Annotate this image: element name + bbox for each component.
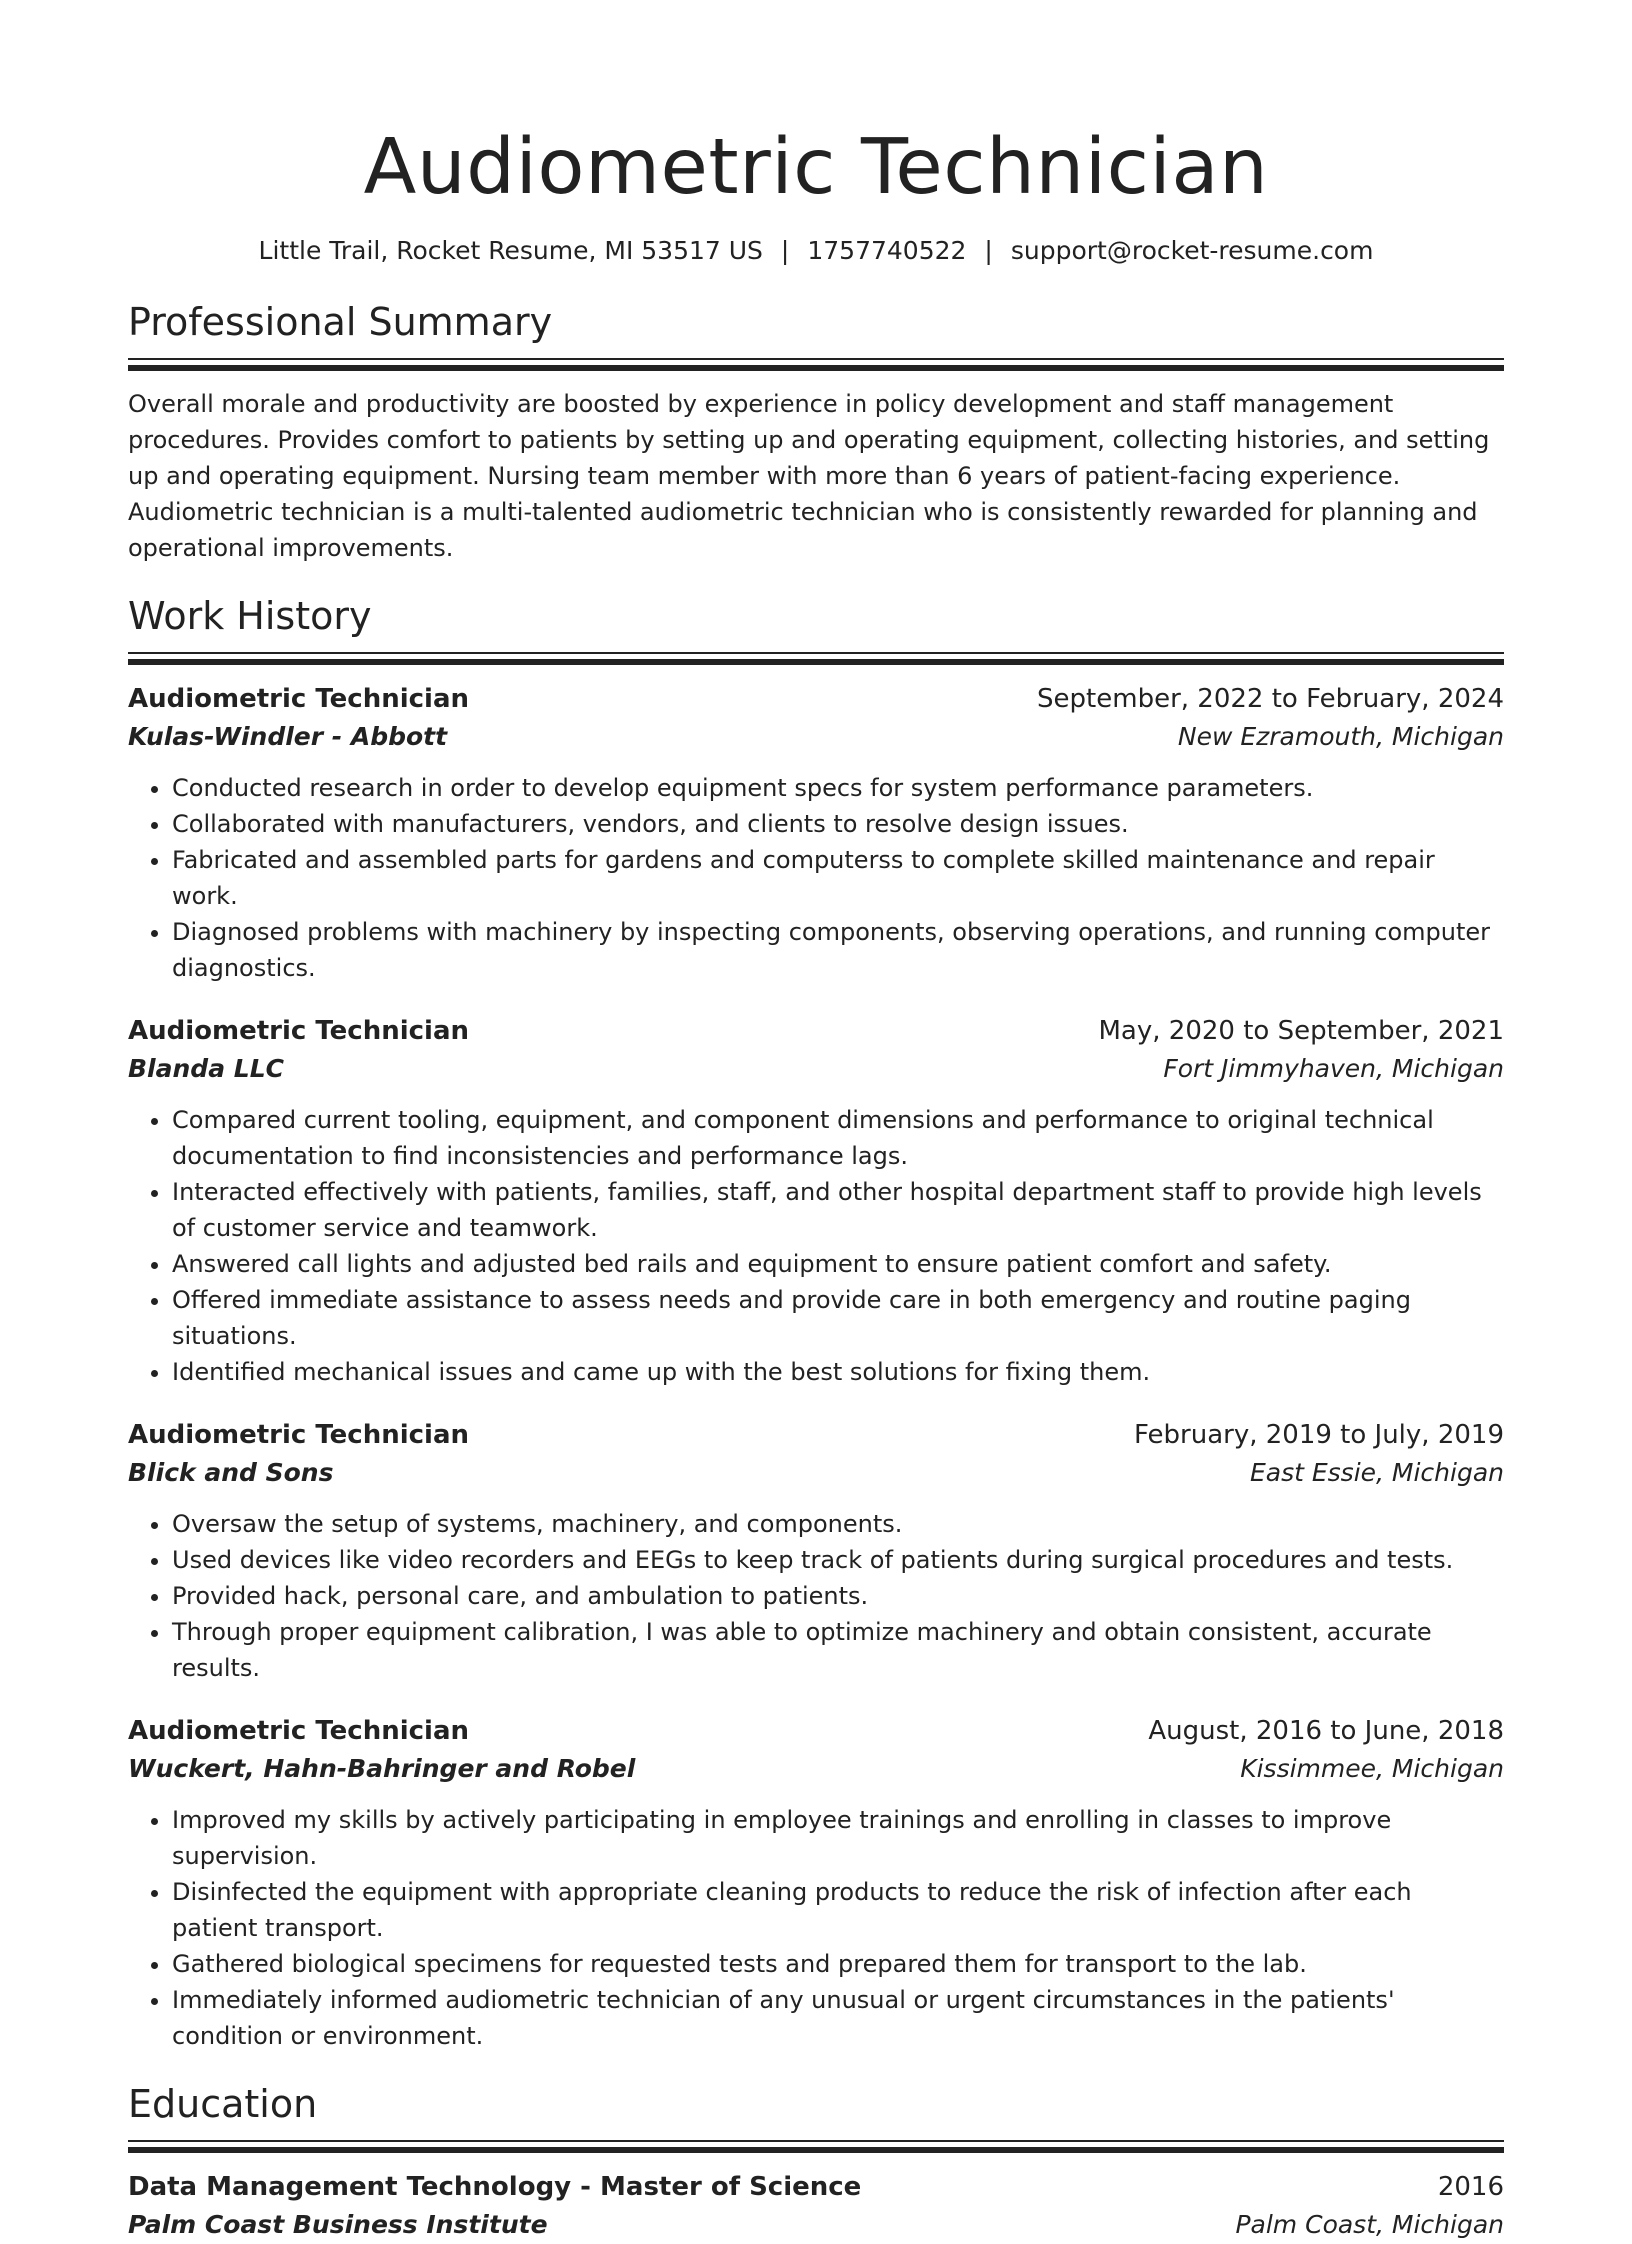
job-bullets <box>128 1506 1504 1686</box>
job-bullets <box>128 770 1504 986</box>
education-section <box>128 2078 1504 2244</box>
job-title: Audiometric Technician <box>128 1016 470 1046</box>
contact-phone: 1757740522 <box>807 236 967 265</box>
contact-email[interactable]: support@rocket-resume.com <box>1010 236 1374 265</box>
job-location: Fort Jimmyhaven, Michigan <box>1163 1054 1504 1083</box>
resume-name: Audiometric Technician <box>363 123 1269 212</box>
summary-text: Overall morale and productivity are boosted by experience in policy development and staff management procedures. Provides comfort to patients by setting up and operating equipment, collecting histories, and setting up and operating equipment. Nursing team member with more than 6 years of patient-facing experience. Audiometric technician is a multi-talented audiometric technician who is consistently rewarded for planning and operational improvements. <box>128 390 1490 562</box>
job-company: Wuckert, Hahn-Bahringer and Robel <box>128 1754 636 1783</box>
education-degree: Data Management Technology - Master of Science <box>128 2172 862 2202</box>
contact-line <box>128 234 1504 268</box>
work-history-section <box>128 590 1504 2054</box>
section-divider <box>128 358 1504 372</box>
job-entry <box>128 680 1504 986</box>
job-bullet: • Offered immediate assistance to assess needs and provide care in both emergency and routine paging situations. <box>172 1282 1504 1354</box>
job-bullet: • Diagnosed problems with machinery by inspecting components, observing operations, and running computer diagnostics. <box>172 914 1504 986</box>
job-bullet: • Interacted effectively with patients, families, staff, and other hospital department staff to provide high levels of customer service and teamwork. <box>172 1174 1504 1246</box>
job-bullet: • Used devices like video recorders and EEGs to keep track of patients during surgical procedures and tests. <box>172 1542 1504 1578</box>
job-bullets <box>128 1802 1504 2054</box>
contact-separator: | <box>780 236 790 265</box>
education-location: Palm Coast, Michigan <box>1235 2210 1504 2239</box>
contact-address: Little Trail, Rocket Resume, MI 53517 US <box>258 236 763 265</box>
section-title-work-history: Work History <box>128 594 372 638</box>
job-bullet: • Provided hack, personal care, and ambulation to patients. <box>172 1578 1504 1614</box>
education-entry <box>128 2168 1504 2244</box>
section-divider <box>128 2140 1504 2154</box>
job-dates: May, 2020 to September, 2021 <box>1098 1016 1504 1046</box>
job-location: East Essie, Michigan <box>1249 1458 1504 1487</box>
job-bullet: • Improved my skills by actively participating in employee trainings and enrolling in classes to improve supervision. <box>172 1802 1504 1874</box>
job-dates: February, 2019 to July, 2019 <box>1134 1420 1504 1450</box>
job-entry <box>128 1712 1504 2054</box>
summary-section <box>128 296 1504 566</box>
resume-page <box>128 0 1504 2244</box>
education-school: Palm Coast Business Institute <box>128 2210 548 2239</box>
job-bullet: • Disinfected the equipment with appropriate cleaning products to reduce the risk of infection after each patient transport. <box>172 1874 1504 1946</box>
job-entry <box>128 1416 1504 1686</box>
job-title: Audiometric Technician <box>128 1420 470 1450</box>
job-bullet: • Answered call lights and adjusted bed rails and equipment to ensure patient comfort and safety. <box>172 1246 1504 1282</box>
job-company: Kulas-Windler - Abbott <box>128 722 448 751</box>
job-bullet: • Compared current tooling, equipment, and component dimensions and performance to original technical documentation to find inconsistencies and performance lags. <box>172 1102 1504 1174</box>
job-company: Blick and Sons <box>128 1458 334 1487</box>
job-bullets <box>128 1102 1504 1390</box>
job-entry <box>128 1012 1504 1390</box>
section-divider <box>128 652 1504 666</box>
job-bullet: • Collaborated with manufacturers, vendors, and clients to resolve design issues. <box>172 806 1504 842</box>
contact-separator: | <box>984 236 993 265</box>
job-bullet: • Conducted research in order to develop equipment specs for system performance parameters. <box>172 770 1504 806</box>
job-title: Audiometric Technician <box>128 1716 470 1746</box>
job-dates: August, 2016 to June, 2018 <box>1148 1716 1504 1746</box>
education-year: 2016 <box>1437 2172 1504 2202</box>
job-location: New Ezramouth, Michigan <box>1177 722 1504 751</box>
section-title-summary: Professional Summary <box>128 300 553 344</box>
job-dates: September, 2022 to February, 2024 <box>1037 684 1504 714</box>
job-company: Blanda LLC <box>128 1054 284 1083</box>
job-location: Kissimmee, Michigan <box>1240 1754 1504 1783</box>
section-title-education: Education <box>128 2082 318 2126</box>
job-bullet: • Oversaw the setup of systems, machinery, and components. <box>172 1506 1504 1542</box>
job-bullet: • Gathered biological specimens for requested tests and prepared them for transport to the lab. <box>172 1946 1504 1982</box>
job-bullet: • Fabricated and assembled parts for gardens and computerss to complete skilled maintenance and repair work. <box>172 842 1504 914</box>
job-bullet: • Identified mechanical issues and came up with the best solutions for fixing them. <box>172 1354 1504 1390</box>
job-bullet: • Immediately informed audiometric technician of any unusual or urgent circumstances in the patients' condition or environment. <box>172 1982 1504 2054</box>
job-bullet: • Through proper equipment calibration, I was able to optimize machinery and obtain consistent, accurate results. <box>172 1614 1504 1686</box>
job-title: Audiometric Technician <box>128 684 470 714</box>
